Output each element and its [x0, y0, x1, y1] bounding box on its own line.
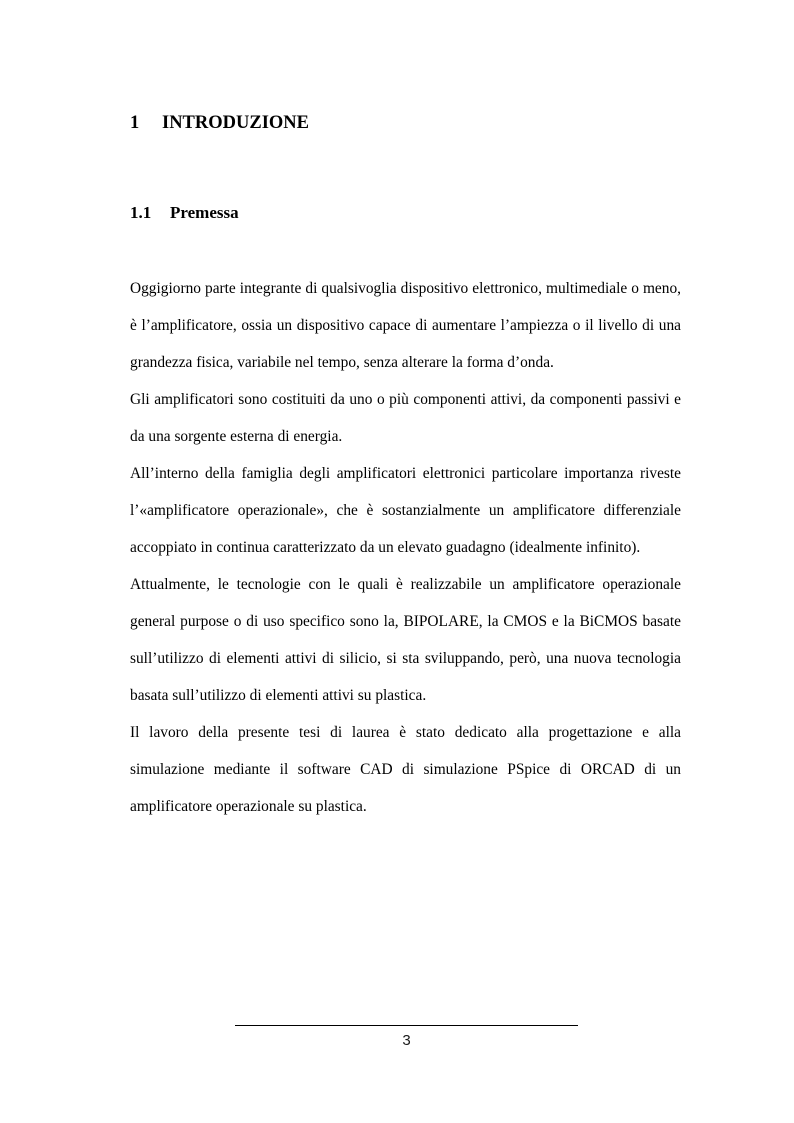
- page-number: 3: [402, 1032, 411, 1049]
- footer-divider: [235, 1025, 578, 1026]
- section-title: INTRODUZIONE: [162, 113, 309, 133]
- paragraph: Oggigiorno parte integrante di qualsivoglia dispositivo elettronico, multimediale o meno, è l’amplificatore, ossia un dispositivo capace di aumentare l’ampiezza o il livello di una grandezza fisica, variabile nel tempo, senza alterare la forma d’onda.: [130, 280, 681, 371]
- section-heading: [130, 112, 309, 134]
- subsection-title: Premessa: [170, 203, 239, 222]
- paragraph: All’interno della famiglia degli amplificatori elettronici particolare importanza riveste l’«amplificatore operazionale», che è sostanzialmente un amplificatore differenziale accoppiato in continua caratterizzato da un elevato guadagno (idealmente infinito).: [130, 465, 681, 556]
- section-number: 1: [130, 113, 140, 133]
- paragraph: Gli amplificatori sono costituiti da uno o più componenti attivi, da componenti passivi e da una sorgente esterna di energia.: [130, 391, 681, 445]
- paragraph: Attualmente, le tecnologie con le quali è realizzabile un amplificatore operazionale general purpose o di uso specifico sono la, BIPOLARE, la CMOS e la BiCMOS basate sull’utilizzo di elementi attivi di silicio, si sta sviluppando, però, una nuova tecnologia basata sull’utilizzo di elementi attivi su plastica.: [130, 576, 681, 704]
- paragraph: Il lavoro della presente tesi di laurea è stato dedicato alla progettazione e alla simulazione mediante il software CAD di simulazione PSpice di ORCAD di un amplificatore operazionale su plastica.: [130, 724, 681, 815]
- subsection-heading: [130, 203, 239, 223]
- subsection-number: 1.1: [130, 203, 152, 222]
- body-text: [130, 270, 681, 825]
